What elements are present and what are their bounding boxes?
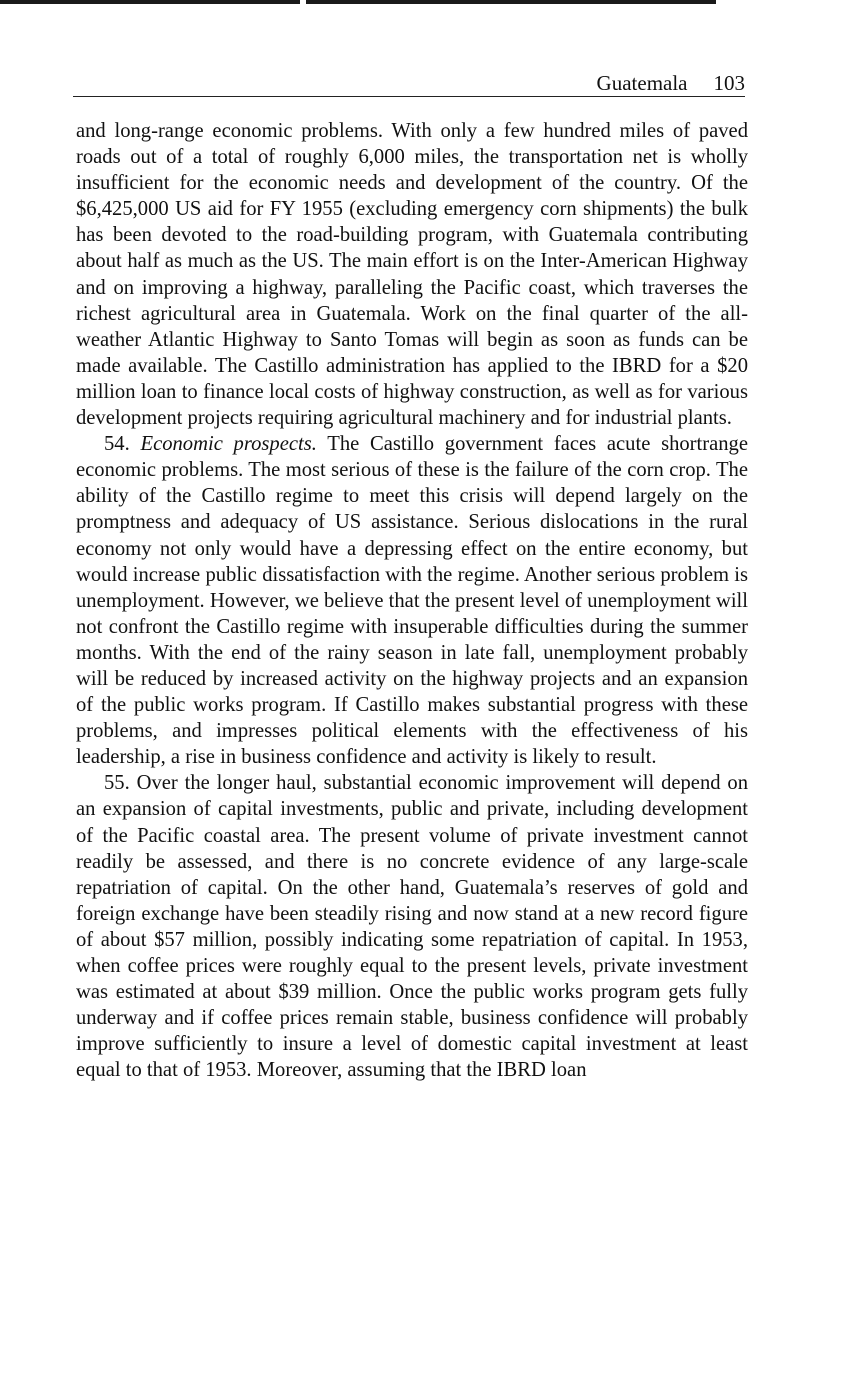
paragraph-54 <box>76 431 748 770</box>
running-title: Guatemala <box>596 71 688 95</box>
running-header <box>73 70 745 97</box>
top-border-rule <box>0 0 716 4</box>
document-body <box>76 118 748 1083</box>
paragraph-heading: Economic prospects. <box>140 433 317 456</box>
paragraph-continuation: and long-range economic problems. With only a few hundred miles of paved roads out of a total of roughly 6,000 miles, the transportation net is wholly insufficient for the economic needs and development of the country. Of the $6,425,000 US aid for FY 1955 (excluding emergency corn shipments) the bulk has been devoted to the road-building program, with Guatemala contributing about half as much as the US. The main effort is on the Inter-American Highway and on improving a highway, paralleling the Pacific coast, which traverses the richest agricultural area in Guatemala. Work on the final quarter of the all-weather Atlantic Highway to Santo Tomas will begin as soon as funds can be made available. The Castillo administration has applied to the IBRD for a $20 million loan to finance local costs of highway construction, as well as for various development projects requiring agricultural machinery and for industrial plants. <box>76 120 748 430</box>
paragraph-text: Over the longer haul, substantial economic improvement will depend on an expansion of capital investments, public and private, including development of the Pacific coastal area. The present volume of private investment cannot readily be assessed, and there is no concrete evidence of any large-scale repatriation of capital. On the other hand, Guatemala’s reserves of gold and foreign exchange have been steadily rising and now stand at a new record figure of about $57 million, possibly indicating some repatriation of capital. In 1953, when coffee prices were roughly equal to the present levels, private investment was estimated at about $39 million. Once the public works program gets fully underway and if coffee prices remain stable, business confidence will probably improve sufficiently to insure a level of domestic capital investment at least equal to that of 1953. Moreover, assuming that the IBRD loan <box>76 772 749 1082</box>
page-number: 103 <box>713 71 745 95</box>
paragraph-number: 54. <box>104 433 130 456</box>
paragraph-number: 55. <box>104 772 130 795</box>
paragraph-text: The Castillo government faces acute shortrange economic problems. The most serious of these is the failure of the corn crop. The ability of the Castillo regime to meet this crisis will depend largely on the promptness and adequacy of US assistance. Serious dislocations in the rural economy not only would have a depressing effect on the entire economy, but would increase public dissatisfaction with the regime. Another serious problem is unemployment. However, we believe that the present level of unemployment will not confront the Castillo regime with insuperable difficulties during the summer months. With the end of the rainy season in late fall, unemployment probably will be reduced by increased activity on the highway projects and an expansion of the public works program. If Castillo makes substantial progress with these problems, and impresses political elements with the effectiveness of his leadership, a rise in business confidence and activity is likely to result. <box>76 433 748 769</box>
top-border-gap <box>300 0 306 4</box>
paragraph-55 <box>76 770 748 1083</box>
